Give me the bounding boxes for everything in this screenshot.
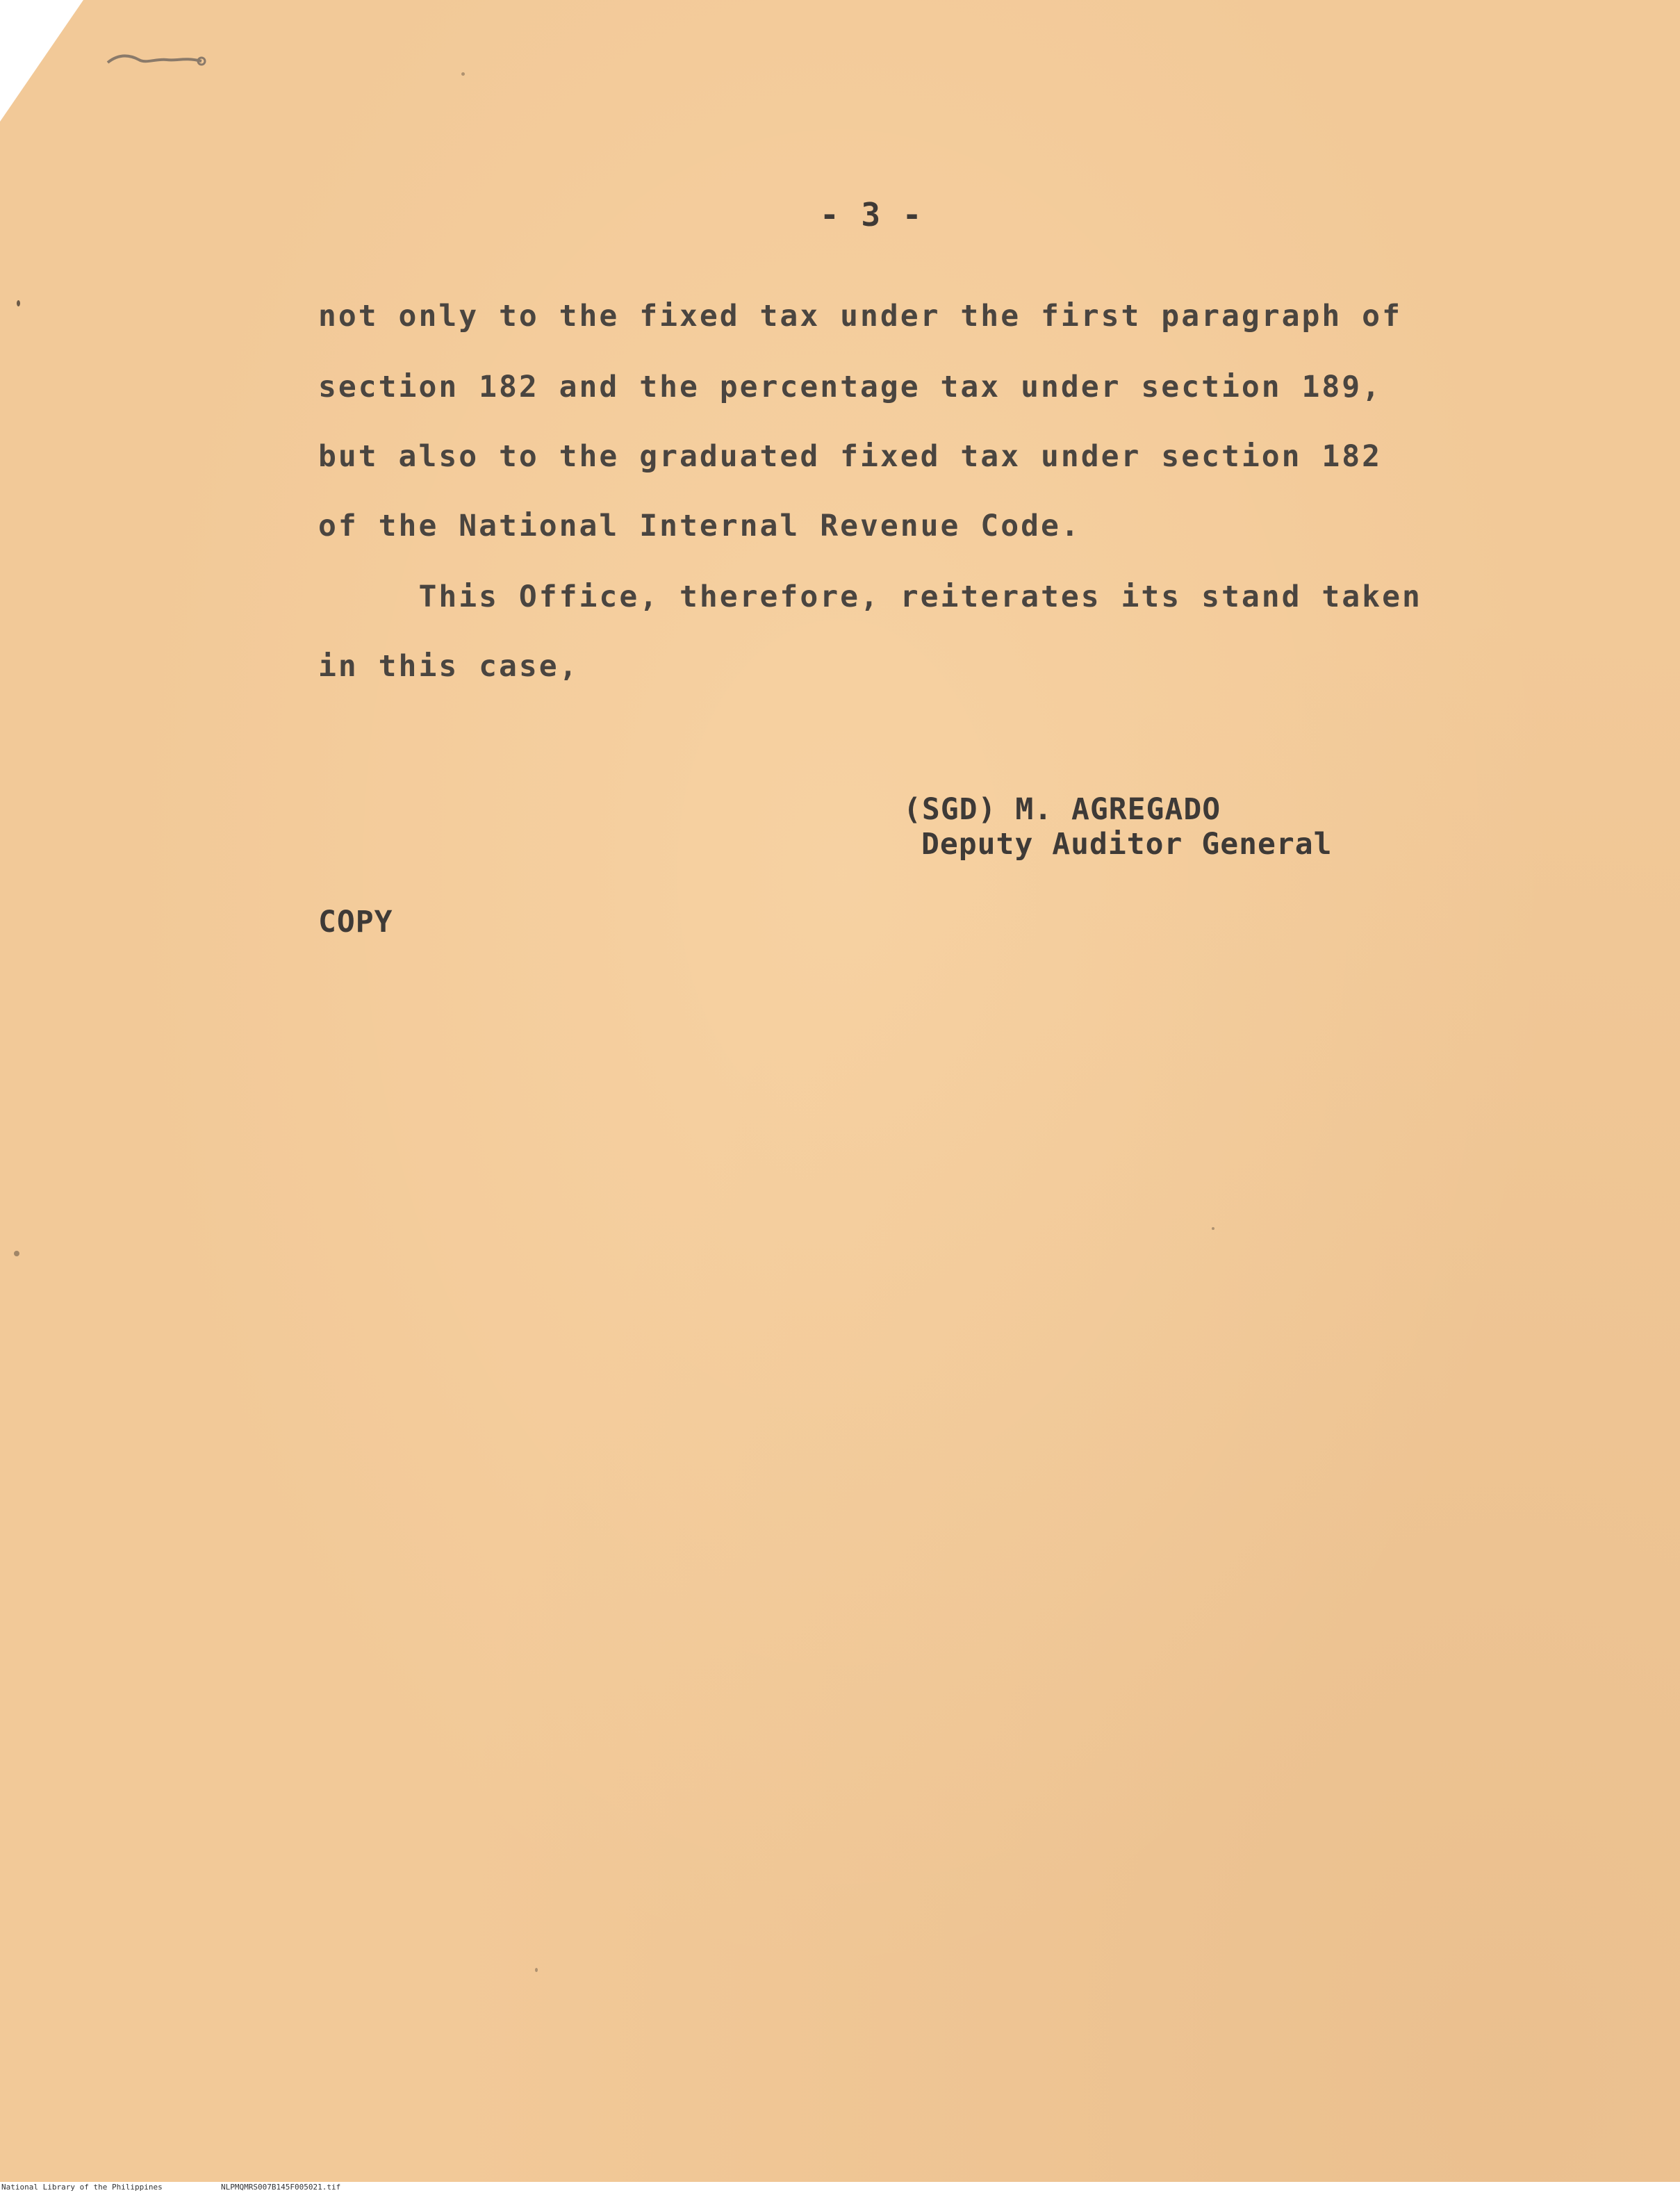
folded-corner [0, 0, 83, 122]
paper-speck [461, 72, 465, 76]
body-text-line: of the National Internal Revenue Code. [318, 509, 1081, 543]
copy-label: COPY [318, 905, 393, 939]
footer-filename: NLPMQMRS007B145F005021.tif [221, 2183, 341, 2192]
signature-name: (SGD) M. AGREGADO [903, 792, 1221, 827]
page-number: - 3 - [820, 196, 923, 233]
staple-mark [104, 50, 208, 71]
body-text-line: not only to the fixed tax under the first paragraph of [318, 299, 1402, 334]
body-text-line: section 182 and the percentage tax under section 189, [318, 370, 1383, 404]
footer-institution: National Library of the Philippines [1, 2183, 163, 2192]
paper-speck [17, 300, 20, 306]
signature-title: Deputy Auditor General [921, 827, 1333, 862]
body-text-line: but also to the graduated fixed tax under section 182 [318, 439, 1383, 474]
paper-speck [14, 1251, 19, 1256]
body-text-line: This Office, therefore, reiterates its stand taken [318, 580, 1422, 614]
archive-footer [0, 2182, 1680, 2193]
body-text-line: in this case, [318, 649, 579, 684]
paper-speck [1212, 1227, 1214, 1230]
paper-speck [535, 1968, 538, 1972]
